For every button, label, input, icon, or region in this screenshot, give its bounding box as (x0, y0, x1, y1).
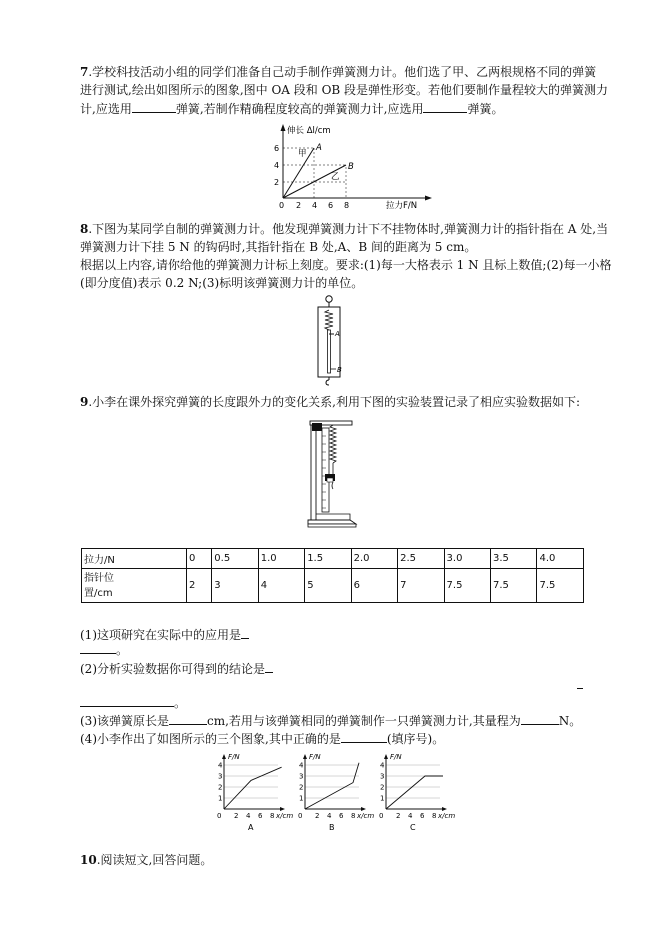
q9-sub3: (3)该弹簧原长是 cm,若用与该弹簧相同的弹簧制作一只弹簧测力计,其量程为 N。 (80, 714, 582, 728)
q7-blank-1[interactable] (132, 100, 176, 113)
table-row (82, 569, 584, 603)
q9-intro: 9.小李在课外探究弹簧的长度跟外力的变化关系,利用下图的实验装置记录了相应实验数据如下: (80, 395, 581, 409)
graph-xtick: 0 (217, 812, 222, 820)
q7-graph-ytick-2: 2 (274, 178, 280, 187)
graph-ytick: 3 (218, 772, 223, 781)
table-cell: 2.0 (351, 549, 397, 569)
q8-label-a: A (335, 330, 340, 338)
table-cell: 2 (187, 569, 212, 603)
q7-graph-point-a: A (316, 143, 322, 153)
graph-xtick: 6 (339, 812, 344, 820)
table-cell: 3 (212, 569, 258, 603)
q8-line2: 弹簧测力计下挂 5 N 的钩码时,其指针指在 B 处,A、B 间的距离为 5 cm。 (80, 240, 477, 254)
q7-graph-xtick-6: 6 (328, 201, 334, 210)
graph-xtick: 4 (246, 812, 251, 820)
q7-blank-2[interactable] (423, 100, 467, 113)
table-cell: 7.5 (537, 569, 584, 603)
q9-sub1-cont: 。 (80, 641, 128, 659)
table-cell: 0.5 (212, 549, 258, 569)
q9-graphs-figure (205, 752, 455, 832)
q9-blank-3b[interactable] (521, 712, 559, 725)
q9-sub4: (4)小李作出了如图所示的三个图象,其中正确的是 (填序号)。 (80, 732, 445, 746)
table-cell: 7.5 (491, 569, 537, 603)
q7-graph-ylabel: 伸长 Δl/cm (287, 126, 331, 136)
graph-ytick: 3 (380, 772, 385, 781)
graph-ylabel: F/N (228, 753, 240, 761)
table-cell: 1.5 (305, 549, 351, 569)
q8-line3: 根据以上内容,请你给他的弹簧测力计标上刻度。要求:(1)每一大格表示 1 N 且标上数值;(2)每一小格 (80, 258, 612, 272)
graph-xtick: 6 (420, 812, 425, 820)
table-row (82, 549, 584, 569)
table-cell: 1.0 (258, 549, 304, 569)
table-cell: 3.5 (491, 549, 537, 569)
graph-xlabel: x/cm (276, 812, 294, 820)
q9-number: 9 (80, 395, 89, 409)
q7-graph-xtick-8: 8 (344, 201, 350, 210)
q9-graph-b (298, 753, 374, 832)
graph-ylabel: F/N (390, 753, 402, 761)
q7-graph-ytick-4: 4 (274, 161, 280, 170)
graph-ytick: 1 (380, 794, 385, 803)
graph-xtick: 4 (327, 812, 332, 820)
q9-blank-2a[interactable] (265, 660, 273, 673)
graph-xlabel: x/cm (357, 812, 375, 820)
graph-ytick: 2 (218, 783, 223, 792)
q7-graph-series-yi: 乙 (331, 172, 340, 182)
q9-apparatus-figure (306, 416, 360, 534)
q8-number: 8 (80, 222, 89, 236)
q7-line1: 7.学校科技活动小组的同学们准备自己动手制作弹簧测力计。他们选了甲、乙两根规格不同的弹簧 (80, 65, 597, 79)
q8-line4: (即分度值)表示 0.2 N;(3)标明该弹簧测力计的单位。 (80, 276, 364, 290)
q7-line2: 进行测试,绘出如图所示的图象,图中 OA 段和 OB 段是弹性形变。若他们要制作量程较大的弹簧测力 (80, 83, 609, 97)
q8-line1: 8.下图为某同学自制的弹簧测力计。他发现弹簧测力计下不挂物体时,弹簧测力计的指针指在 A 处,当 (80, 222, 609, 236)
q7-graph-xtick-2: 2 (296, 201, 302, 210)
q8-spring-scale-figure (310, 294, 360, 386)
q7-graph-xtick-4: 4 (312, 201, 318, 210)
q9-sub1: (1)这项研究在实际中的应用是 (80, 626, 249, 644)
graph-xtick: 2 (234, 812, 239, 820)
graph-ylabel: F/N (309, 753, 321, 761)
graph-ytick: 2 (299, 783, 304, 792)
q7-number: 7 (80, 65, 89, 79)
graph-label: C (410, 823, 416, 832)
graph-label: A (248, 823, 254, 832)
table-header-force: 拉力/N (82, 549, 187, 569)
table-cell: 2.5 (398, 549, 444, 569)
table-cell: 7.5 (444, 569, 490, 603)
table-cell: 5 (305, 569, 351, 603)
graph-label: B (329, 823, 335, 832)
q7-line3: 计,应选用 弹簧,若制作精确程度较高的弹簧测力计,应选用 弹簧。 (80, 102, 504, 116)
graph-ytick: 4 (299, 761, 304, 770)
graph-xtick: 2 (315, 812, 320, 820)
graph-ytick: 1 (299, 794, 304, 803)
table-header-pointer: 指针位 置/cm (82, 569, 187, 603)
q10-line: 10.阅读短文,回答问题。 (80, 853, 213, 867)
graph-xtick: 8 (270, 812, 275, 820)
graph-xtick: 4 (408, 812, 413, 820)
graph-ytick: 3 (299, 772, 304, 781)
graph-xtick: 0 (379, 812, 384, 820)
q9-blank-1a[interactable] (241, 626, 249, 639)
graph-ytick: 4 (218, 761, 223, 770)
q7-graph-xtick-0: 0 (279, 201, 285, 210)
q9-graph-a (217, 753, 293, 832)
q7-graph-xlabel: 拉力F/N (386, 201, 418, 211)
table-cell: 4.0 (537, 549, 584, 569)
q9-blank-1[interactable] (80, 641, 116, 654)
graph-xtick: 8 (432, 812, 437, 820)
q10-number: 10 (80, 853, 97, 867)
q9-blank-3a[interactable] (169, 712, 207, 725)
graph-xtick: 0 (298, 812, 303, 820)
graph-ytick: 1 (218, 794, 223, 803)
q9-blank-4[interactable] (341, 730, 387, 743)
graph-ytick: 4 (380, 761, 385, 770)
table-cell: 6 (351, 569, 397, 603)
q9-blank-2[interactable] (80, 694, 174, 707)
q7-graph (268, 122, 438, 212)
q9-sub2-cont: 。 (80, 694, 186, 712)
graph-xlabel: x/cm (438, 812, 456, 820)
q8-label-b: B (337, 366, 342, 374)
table-cell: 4 (258, 569, 304, 603)
q9-graph-c (379, 753, 455, 832)
graph-xtick: 2 (396, 812, 401, 820)
graph-xtick: 8 (351, 812, 356, 820)
table-cell: 3.0 (444, 549, 490, 569)
table-cell: 0 (187, 549, 212, 569)
q7-graph-ytick-6: 6 (274, 144, 280, 153)
q9-blank-2-end (577, 688, 583, 689)
q7-graph-point-b: B (348, 162, 354, 172)
q9-data-table (81, 548, 584, 603)
q7-graph-series-jia: 甲 (298, 149, 307, 159)
q9-sub2: (2)分析实验数据你可得到的结论是 (80, 660, 273, 678)
graph-xtick: 6 (258, 812, 263, 820)
table-cell: 7 (398, 569, 444, 603)
graph-ytick: 2 (380, 783, 385, 792)
